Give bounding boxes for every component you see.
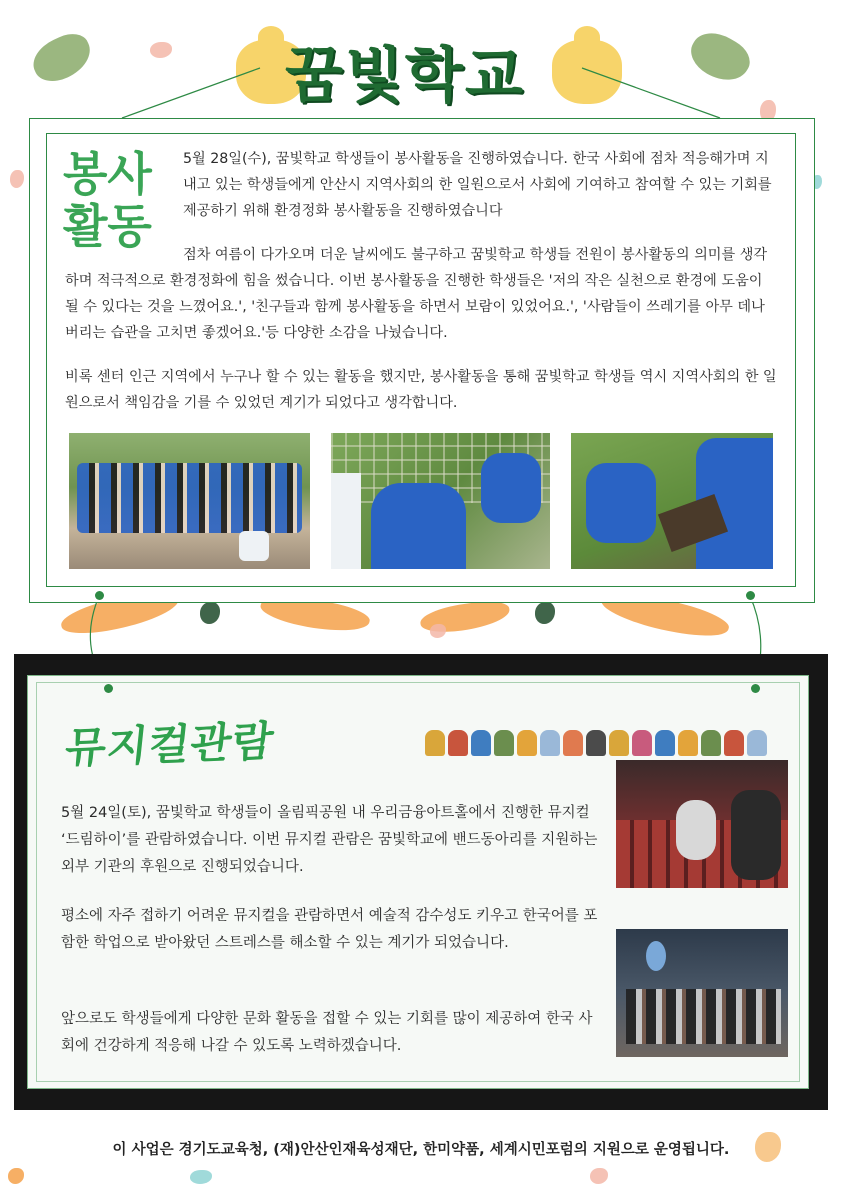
musical-photo-theater — [616, 760, 788, 888]
decor-stroke-orange — [8, 1168, 24, 1184]
musical-paragraph-3: 앞으로도 학생들에게 다양한 문화 활동을 접할 수 있는 기회를 많이 제공하여 한국 사회에 건강하게 적응해 나갈 수 있도록 노력하겠습니다. — [61, 1011, 593, 1054]
connector-dot — [95, 591, 104, 600]
musical-heading: 뮤지컬관람 — [62, 716, 277, 773]
volunteer-paragraph-3: 비록 센터 인근 지역에서 누구나 할 수 있는 활동을 했지만, 봉사활동을 통해 꿈빛학교 학생들 역시 지역사회의 한 일원으로서 책임감을 기를 수 있었던 계기가 되었다고 생각합니다. — [65, 369, 777, 411]
musical-photo-group — [616, 929, 788, 1057]
volunteer-paragraph-1: 5월 28일(수), 꿈빛학교 학생들이 봉사활동을 진행하였습니다. 한국 사회에 점차 적응해가며 지내고 있는 학생들에게 안산시 지역사회의 한 일원으로서 사회에 기여하고 참여할 수 있는 기회를 제공하기 위해 환경정화 봉사활동을 진행하였습니다 — [183, 151, 772, 219]
volunteer-photo-cleanup — [571, 433, 773, 569]
volunteer-heading-line2: 활동 — [63, 199, 152, 253]
decor-stroke-pink — [590, 1168, 608, 1184]
footer-sponsor-text: 이 사업은 경기도교육청, (재)안산인재육성재단, 한미약품, 세계시민포럼의 지원으로 운영됩니다. — [112, 1142, 730, 1158]
volunteer-paragraph-2: 점차 여름이 다가오며 더운 날씨에도 불구하고 꿈빛학교 학생들 전원이 봉사활동의 의미를 생각하며 적극적으로 환경정화에 힘을 썼습니다. 이번 봉사활동을 진행한 학생들은 '저의 작은 실천으로 환경에 도움이 될 수 있다는 것을 느꼈어요.', '친구들과 함께 봉사활동을 하면서 보람이 있었어요.', '사람들이 쓰레기를 아무 데나 버리는 습관을 고치면 좋겠어요.'등 다양한 소감을 나눴습니다. — [65, 247, 768, 341]
page-title: 꿈빛학교 — [285, 41, 525, 111]
decor-stroke-teal — [190, 1170, 212, 1184]
audience-illustration — [425, 730, 795, 760]
connector-dot — [104, 684, 113, 693]
connector-dot — [751, 684, 760, 693]
volunteer-photo-group — [69, 433, 310, 569]
volunteer-heading-line1: 봉사 — [63, 147, 152, 201]
musical-paragraph-2: 평소에 자주 접하기 어려운 뮤지컬을 관람하면서 예술적 감수성도 키우고 한국어를 포함한 학업으로 받아왔던 스트레스를 해소할 수 있는 계기가 되었습니다. — [61, 908, 598, 951]
musical-paragraph-1: 5월 24일(토), 꿈빛학교 학생들이 올림픽공원 내 우리금융아트홀에서 진행한 뮤지컬 ‘드림하이’를 관람하였습니다. 이번 뮤지컬 관람은 꿈빛학교에 밴드동아리를 지원하는 외부 기관의 후원으로 진행되었습니다. — [61, 805, 598, 875]
volunteer-heading — [63, 148, 183, 252]
volunteer-photo-fence — [331, 433, 550, 569]
connector-dot — [746, 591, 755, 600]
